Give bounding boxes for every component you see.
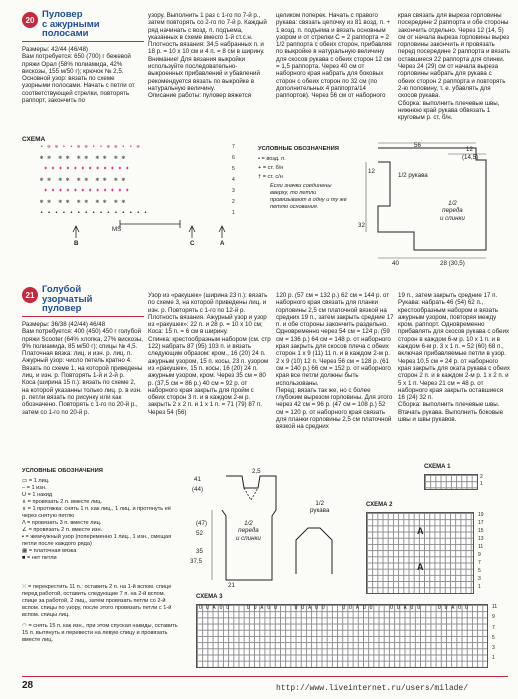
shell-icon: ◠ [22, 623, 29, 629]
schema-3-shell-row: U U A U U U U A U U U U A U U U U A U U U U A U U U U A U U [199, 605, 469, 611]
legend-item [22, 478, 180, 485]
dim: 37,5 [190, 558, 203, 565]
arrow-label-b: B [74, 240, 79, 247]
dim: 41 [194, 476, 201, 483]
legend-text: = платочная вязка [28, 548, 77, 554]
legend-item [258, 174, 283, 181]
dim: (47) [196, 520, 208, 527]
row-number: 19 [478, 512, 484, 518]
dim: (44) [192, 486, 204, 493]
pattern-row-5: ♦ ♦ ♦ ♦ ♦ ♦ ♦ ♦ ♦ ♦ ♦ ♦ [44, 166, 130, 172]
pattern-row-6: ✻ ✻ ✻ ✻ ✻ ✻ ✻ ✻ ✻ ✻ [40, 155, 126, 161]
dim-neck: 12 [466, 146, 473, 153]
footer-rule [22, 676, 508, 677]
row-number: 11 [492, 604, 498, 610]
text-column-2: узору. Выполнить 1 раз с 1-го по 7-й р., затем повторять со 2-го по 7-й р. Каждый ряд начинать с возд. п. подъема, указанных в схеме вмесго 1-й ст.с.н. Плотность вязания: 34,5 набранных п. и 18 р. = 10 х 10 см и 4 п. = 8 см в ширину. Внимание! Для вязания выкройки используйте последовательно-выкроенных прибавлений и убавлений рекомендуется вязать по выкройке в натуральную величину. Описание работы: пуловер вяжется [148, 12, 267, 100]
row-number: 7 [492, 624, 495, 631]
legend-list-2 [22, 584, 180, 644]
row-number: 13 [478, 536, 484, 542]
row-number: 5 [478, 568, 481, 574]
arrow-label-a: A [220, 240, 225, 247]
row-number: 3 [492, 645, 495, 652]
text-column-3: целиком поперек. Начать с правого рукава: связать цепочку из 81 возд. п. + 1 возд. п. подъема и вязать основным узором и от стрелки С = 2 раппорта = 2 1/2 раппорта с обеих сторон, прибавляя по выкройке в натуральную величину для скосов рукава с обеих сторон 12 см = 1,5 раппорта. Через 40 см от наборного края набрать для боковых сторон с обеих сторон по 32 см (по дополнительных 4 раппорта/14 раппортов). Через 56 см от наборного [276, 12, 394, 100]
row-number: 11 [478, 544, 484, 550]
row-number: 17 [478, 520, 484, 526]
row-number: 9 [492, 614, 495, 621]
p2tog-icon: ∠ [22, 527, 29, 533]
double-crochet-icon: † [258, 174, 262, 180]
title-underline [22, 316, 144, 317]
purl-icon: – [22, 485, 27, 491]
legend-item [22, 584, 180, 619]
row-number: 6 [232, 155, 235, 161]
front-back-label: 1/2 переда и спинки [440, 200, 465, 222]
legend-item [22, 506, 180, 520]
k3tog-icon: Λ [22, 520, 27, 526]
section-number-badge: 21 [22, 287, 38, 303]
legend-item [258, 156, 286, 163]
legend-text: = перекрестить 11 п.: оставить 2 п. на 1-й вспом. спице перед работой, оставить следующие 7 п. на 2-й вспом. спице за работой, 2 лиц., затем провязать петли со 2-й вспом. спицы по узору, после этого провязать петли с 1-й вспом. спицы лиц. [22, 584, 172, 618]
text-column-1: Размеры: 42/44 (46/48) Вам потребуется: 650 (700) г бежевой пряжи Орал (58% полиамида, 42% вискозы, 155 м/50 г); крючок № 2,5. Основной узор: вязать по схеме узорными полосами. Начать с петли от соответствующей стрелки, повторять раппорт, закончить по [22, 46, 135, 105]
dim-bottom-left: 40 [392, 260, 399, 267]
legend-item [22, 534, 180, 548]
row-number: 1 [232, 210, 235, 216]
repeat-label: MS [112, 226, 122, 233]
front-back-label: 1/2 переда и спинки [236, 520, 261, 542]
dim: 21 [228, 582, 235, 589]
row-number: 7 [232, 144, 235, 150]
row-number: 5 [232, 166, 235, 172]
pattern-row-2: ✻ ✻ ✻ ✻ ✻ ✻ ✻ ✻ ✻ ✻ [40, 199, 126, 205]
section-title: Пуловер с ажурными полосами [42, 9, 100, 39]
ssk-icon: ∨ [22, 506, 28, 512]
legend-item [22, 492, 180, 499]
legend-text: = 1 лиц. [28, 478, 50, 484]
row-number: 15 [478, 528, 484, 534]
schema-2-row-numbers [478, 512, 484, 592]
schema-2-grid [366, 512, 474, 594]
source-url[interactable]: http://www.liveinternet.ru/users/milade/ [276, 684, 469, 693]
row-number: 1 [492, 655, 495, 662]
row-number: 2 [232, 199, 235, 205]
cable-marker: A [417, 562, 424, 572]
legend-text: = снять 15 п. как изн., при этом спуская накиды, оставить 15 п. вытянуть и перевести на левую спицу и провязать вместе лиц. [22, 623, 178, 643]
legend-text: = жемчужный узор (попеременно 1 лиц., 1 изн., смещая петли после каждого ряда) [22, 534, 172, 547]
schema-2-label: СХЕМА 2 [366, 502, 393, 508]
cable-marker: A [417, 526, 424, 536]
legend-item [258, 165, 283, 172]
text-column-1: Размеры: 36/38 (42/44) 46/48 Вам потребуется: 400 (450) 450 г голубой пряжи Scooter (64% хлопка, 27% вискозы, 9% полиамида, 85 м/50 г); спицы № 4,5. Платочная вязка: лиц. и изн. р. лиц. п. Ажурный узор: число петель кратно 4. Вязать по схеме 1, на которой приведены лиц. и изн. р. Повторять 1-й и 2-й р. Коса (ширина 15 п.): вязать по схеме 2, на которой указанны только лиц. р. в изн. р. петли вязать по рисунку или как обозначено. Повторять с 1-го по 20-й р., затем со 1-го по 20-й р. [22, 321, 143, 416]
section-title: Голубой узорчатый пуловер [42, 284, 93, 314]
garter-icon: ▦ [22, 548, 29, 554]
dim-bottom-right: 28 (30,5) [440, 260, 465, 267]
text-column-3: 120 р. (57 см = 132 р.) 62 см = 144 р. от наборного края связать для планки горловины 2,5 см платочной вязкой на средних 19 п., затем закрыть средние 17 п. и обе стороны закончить раздельно. Одновременно через 54 см = 124 р. (59 см = 136 р.) 64 см = 148 р. от наборного края закрыть для скосов плеча с обеих сторон 1 х 9 (11) 11 п. и в каждом 2-м р. 2 х 9 (10) 12 п. Через 56 см = 128 р. (61 см = 140 р.) 66 см = 152 р. от наборного края все петли должны быть использованы. Перед: вязать так же, но с более глубоким вырезом горловины. Для этого через 42 см = 96 р. (47 см = 108 р.) 52 см = 120 р. от наборного края связать для планки горловины 2,5 см платочной вязкой на средних [276, 292, 394, 431]
yarn-over-icon: U [22, 492, 28, 498]
pattern-row-1: • • • • • • • • • • • • • • • [40, 210, 148, 216]
dim-side: 32 [358, 222, 365, 229]
row-number: 5 [492, 634, 495, 641]
row-number: 1 [480, 481, 483, 487]
legend-text: = провязать 3 п. вместе лиц. [26, 520, 102, 526]
schema-3-label: СХЕМА 3 [196, 594, 223, 600]
row-number: 7 [478, 560, 481, 566]
dim: 35 [196, 548, 203, 555]
text-column-2: Узор из «ракушек» (ширина 23 п.): вязать по схеме 3, на которой приведены лиц. и изн. р. Повторять с 1-го по 12-й р. Плотность вязания. Ажурный узор и узор из «ракушек»: 22 п. и 28 р. = 10 х 10 см; Коса: 15 п. = 6 см в ширину. Спинка: крестообразным набором (см. стр 122) набрать 87 (95) 103 п. и вязать следующим образом: кром., 16 (20) 24 п. ажурным узором, 15 п. косы, 23 п. узором из «ракушек», 15 п. косы, 16 (20) 24 п. ажурным узором, кром. Через 35 см = 80 р. (37,5 см = 86 р.) 40 см = 92 р. от наборного края закрыть для пройм с обеих сторон 3 п. и в каждом 2-м р. закрыть 2 х 2 п. и 1 х 1 п. = 71 (79) 87 п. Через 54 (56) [148, 292, 271, 416]
k2tog-icon: ∧ [22, 499, 28, 505]
chain-icon: • [258, 156, 260, 162]
page-number: 28 [22, 680, 34, 691]
schema-label: СХЕМА [22, 136, 46, 143]
legend-item [22, 499, 180, 506]
seed-stitch-icon: ▪ [22, 534, 26, 540]
sleeve-label: 1/2 рукава [398, 172, 428, 179]
legend-text: = провязать 2 п. вместе изн. [28, 527, 103, 533]
legend-text: = 1 изн. [26, 485, 47, 491]
row-number: 1 [478, 584, 481, 590]
single-crochet-icon: + [258, 165, 262, 171]
row-number: 3 [478, 576, 481, 582]
row-number: 4 [232, 177, 235, 183]
legend-item [22, 520, 180, 527]
legend-item [22, 485, 180, 492]
no-stitch-icon: ■ [22, 555, 27, 561]
text-column-4: края связать для выреза горловины посередине 2 раппорта и обе стороны закончить отдельно. Через 12 (14, 5) см от начала выреза горловины вырез горловины закончить и провязать перед посередине 2 раппорта и вязать оставшиеся 22 раппорта для спинки. Через 24 (29) см от начала выреза горловины набрать для рукава с обеих сторон 2 раппорта и повторять 2-ю половину, т. е. убавлять для скосов рукава. Сборка: выполнить плечевые швы, нижнюю край рукава обвязать 1 круговым р. ст. б/н. [398, 12, 510, 122]
pattern-row-3: ♦ ♦ ♦ ♦ ♦ ♦ ♦ ♦ ♦ ♦ ♦ ♦ [44, 188, 130, 194]
legend-note: Если значки соединены вверху, то петли провязывают в одну и ту же петлю основания. [270, 183, 347, 210]
legend-text: = провязать 2 п. вместе лиц. [27, 499, 103, 505]
legend-text: = 1 протяжка: снять 1 п. как лиц., 1 лиц. и протянуть её через снятую петлю [22, 506, 171, 519]
title-underline [22, 41, 144, 42]
dim-top: 56 [414, 142, 421, 149]
legend-text: = 1 накид [27, 492, 53, 498]
pullover-schematic [356, 140, 506, 272]
legend-title: УСЛОВНЫЕ ОБОЗНАЧЕНИЯ [22, 468, 103, 474]
knit-icon: ▭ [22, 478, 29, 484]
row-number: 2 [480, 474, 483, 480]
legend-text: = нет петли [26, 555, 57, 561]
sleeve-label: 1/2 рукава [310, 500, 330, 515]
legend-title: УСЛОВНЫЕ ОБОЗНАЧЕНИЯ [258, 146, 339, 152]
dim: 2,5 [252, 468, 261, 475]
schema-3-grid [196, 604, 488, 668]
pattern-arrows [40, 212, 240, 252]
legend-item [22, 527, 180, 534]
arrow-label-c: C [190, 240, 195, 247]
dim-12: 12 [368, 168, 375, 175]
section-number-badge: 20 [22, 12, 38, 28]
row-number: 9 [478, 552, 481, 558]
row-number: 3 [232, 188, 235, 194]
cable-icon: ⤫ [22, 584, 29, 590]
legend-list [22, 478, 180, 562]
pullover-schematic-21 [196, 470, 356, 588]
legend-item [22, 548, 180, 555]
legend-item [22, 555, 180, 562]
legend-text: = ст. с/н [262, 174, 283, 180]
legend-text: = ст. б/н [262, 165, 284, 171]
pattern-row-4: ✻ ✻ ✻ ✻ ✻ ✻ ✻ ✻ ✻ ✻ [40, 177, 126, 183]
schema-3-row-numbers [492, 604, 497, 666]
pattern-row-7: • ⊕ ⊕ • • ⊕ ⊕ • • ⊕ ⊕ • • ⊕ [40, 144, 141, 150]
legend-item [22, 623, 180, 644]
dim-neck-alt: (14,5) [462, 154, 479, 161]
row-numbers [232, 144, 242, 221]
legend-text: = возд. п. [261, 156, 286, 162]
dim: 52 [196, 530, 203, 537]
schema-1-grid [424, 474, 478, 490]
text-column-4: 19 п., затем закрыть средние 17 п. Рукава: набрать 46 (54) 62 п., крестообразным набором и вязать ажурным узором, повторяя между кром. раппорт. Одновременно прибавлять для скосов рукава с обеих сторон в каждом 6-м р. 10 х 1 п. и в каждом 6-м р. 3 х 1 п. = 52 (60) 68 п., включая прибавляемые петли в узор. Через 10,5 см = 24 р. от наборного края закрыть для оката рукава с обеих сторон 2 п. и в каждом 2-м р. 1 х 2 п. и 5 х 1 п. Через 21 см = 48 р. от наборного края закрыть оставшиеся 16 (24) 32 п. Сборка: выполнить плечевые швы. Втачать рукава. Выполнить боковые швы и швы рукавов. [398, 292, 510, 424]
schema-1-label: СХЕМА 1 [424, 464, 451, 470]
